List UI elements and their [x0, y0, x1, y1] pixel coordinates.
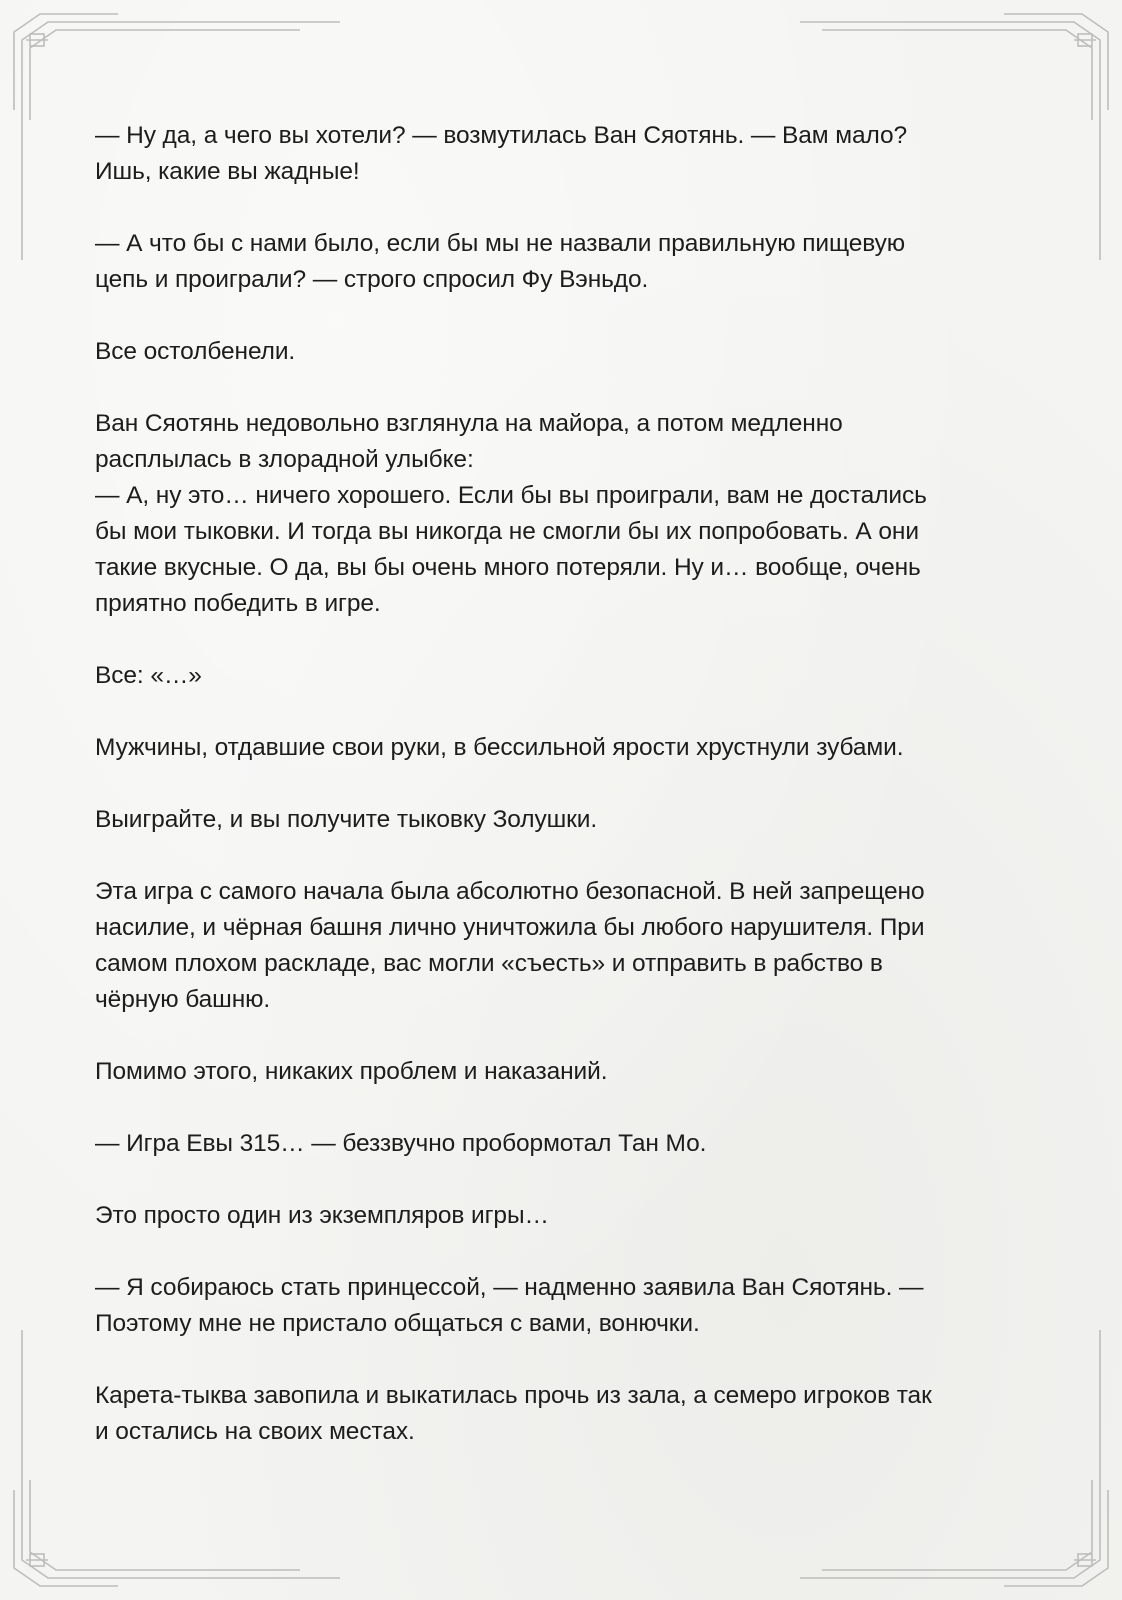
paragraph: Все остолбенели. [95, 338, 296, 365]
paragraph: Карета-тыква завопила и выкатилась прочь из зала, а семеро игроков так и остались на своих местах. [95, 1382, 932, 1445]
paragraph: Это просто один из экземпляров игры… [95, 1202, 549, 1229]
paragraph: — Я собираюсь стать принцессой, — надменно заявила Ван Сяотянь. — Поэтому мне не пристало общаться с вами, вонючки. [95, 1274, 924, 1337]
paragraph: Ван Сяотянь недовольно взглянула на майора, а потом медленно расплылась в злорадной улыбке: [95, 410, 843, 473]
paragraph: Все: «…» [95, 662, 202, 689]
paragraph: — А что бы с нами было, если бы мы не назвали правильную пищевую цепь и проиграли? — строго спросил Фу Вэньдо. [95, 230, 906, 293]
paragraph: — А, ну это… ничего хорошего. Если бы вы проиграли, вам не достались бы мои тыковки. И тогда вы никогда не смогли бы их попробовать. А они такие вкусные. О да, вы бы очень много потеряли. Ну и… вообще, очень приятно победить в игре. [95, 482, 927, 617]
paragraph: Помимо этого, никаких проблем и наказаний. [95, 1058, 608, 1085]
paragraph: Выиграйте, и вы получите тыковку Золушки. [95, 806, 598, 833]
paragraph: — Игра Евы 315… — беззвучно пробормотал Тан Мо. [95, 1130, 707, 1157]
paragraph: Эта игра с самого начала была абсолютно безопасной. В ней запрещено насилие, и чёрная башня лично уничтожила бы любого нарушителя. При самом плохом раскладе, вас могли «съесть» и отправить в рабство в чёрную башню. [95, 878, 925, 1013]
paragraph: Мужчины, отдавшие свои руки, в бессильной ярости хрустнули зубами. [95, 734, 904, 761]
chapter-text [95, 118, 1025, 1486]
paragraph: — Ну да, а чего вы хотели? — возмутилась Ван Сяотянь. — Вам мало? Ишь, какие вы жадные! [95, 122, 908, 185]
